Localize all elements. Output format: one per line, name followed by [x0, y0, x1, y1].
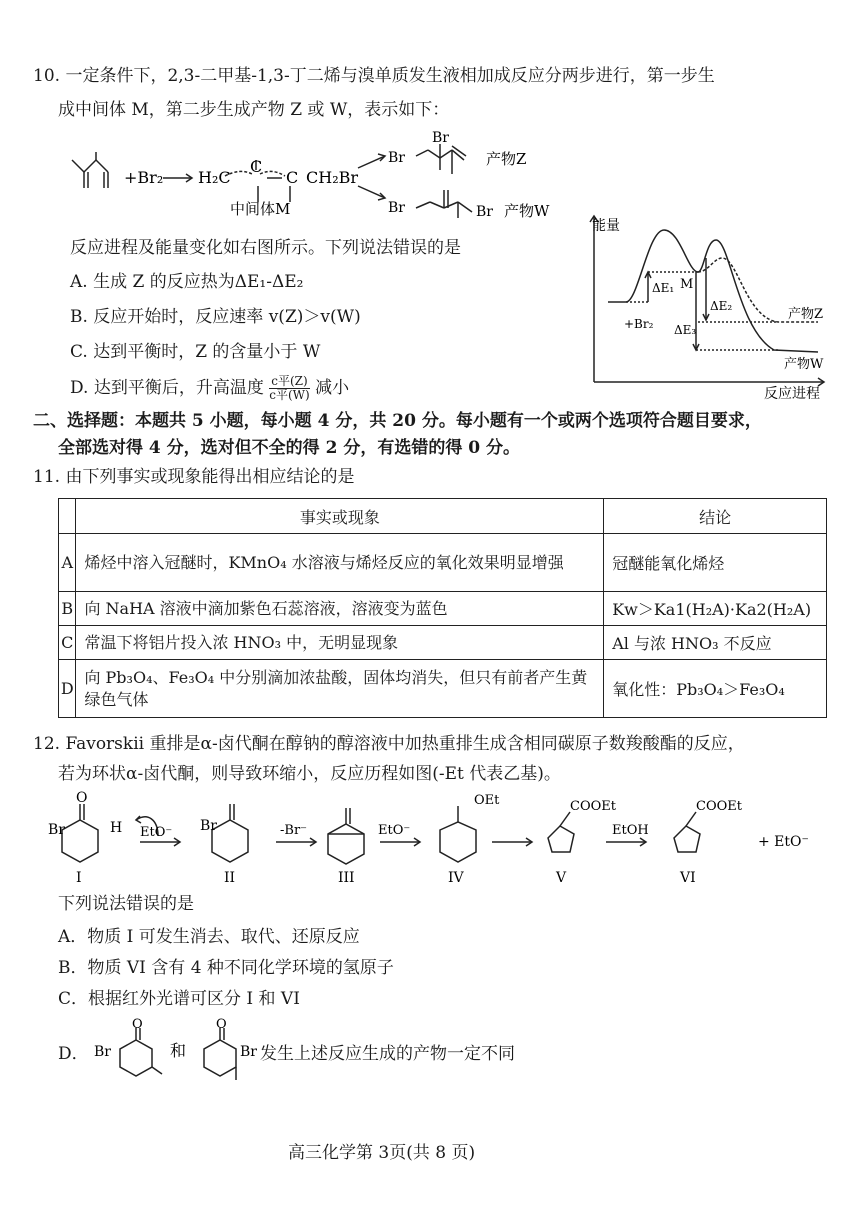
c1-label: C — [250, 157, 263, 176]
eto-reagent-1: EtO⁻ — [140, 825, 173, 840]
q11-stem: 11. 由下列事实或现象能得出相应结论的是 — [33, 467, 355, 487]
br-label-ii: Br — [200, 818, 217, 834]
br-label-i: Br — [48, 822, 65, 838]
h2c-label: H₂C — [198, 168, 231, 187]
ch2br-label: CH₂Br — [306, 168, 359, 187]
table-header-row — [59, 499, 827, 534]
header-label-cell — [59, 499, 76, 534]
br-z-label: Br — [388, 150, 405, 166]
q12-option-b: B．物质 VI 含有 4 种不同化学环境的氢原子 — [58, 958, 394, 978]
br2-reagent: +Br₂ — [124, 168, 164, 187]
q12-option-c: C．根据红外光谱可区分 I 和 VI — [58, 989, 300, 1009]
product-z-label: 产物Z — [486, 150, 527, 168]
q10-option-d — [70, 375, 349, 402]
label-vi: VI — [680, 870, 696, 886]
table-row — [59, 660, 827, 718]
q10-option-d-post: 减小 — [315, 378, 350, 398]
section2-line1: 二、选择题：本题共 5 小题，每小题 4 分，共 20 分。每小题有一个或两个选项符合题目要求， — [33, 411, 762, 431]
header-conclusion: 结论 — [604, 499, 827, 534]
table-row — [59, 534, 827, 592]
label-v: V — [556, 870, 567, 886]
etoh-reagent: EtOH — [612, 823, 649, 838]
cooet-label-vi: COOEt — [696, 799, 742, 814]
q10-stem: 反应进程及能量变化如右图所示。下列说法错误的是 — [70, 238, 461, 258]
q10-reaction-scheme — [60, 130, 570, 230]
row-label: D — [59, 660, 76, 718]
d-struct2-br: Br — [240, 1044, 257, 1060]
row-label: C — [59, 626, 76, 660]
favorskii-scheme — [40, 790, 830, 890]
row-fact: 向 NaHA 溶液中滴加紫色石蕊溶液，溶液变为蓝色 — [76, 592, 604, 626]
label-iv: IV — [448, 870, 464, 886]
row-conclusion: 氧化性：Pb₃O₄＞Fe₃O₄ — [604, 660, 827, 718]
fraction-numerator: c平(Z) — [271, 374, 308, 388]
q10-option-a: A. 生成 Z 的反应热为ΔE₁-ΔE₂ — [70, 272, 304, 292]
row-fact: 常温下将铝片投入浓 HNO₃ 中，无明显现象 — [76, 626, 604, 660]
reactant-label: +Br₂ — [624, 317, 654, 331]
de2-label: ΔE₂ — [710, 299, 733, 313]
q12-option-d-label: D． — [58, 1044, 89, 1064]
q12-option-d-text: 发生上述反应生成的产物一定不同 — [260, 1044, 515, 1064]
q12-stem: 下列说法错误的是 — [58, 894, 194, 914]
c2-label: C — [286, 168, 299, 187]
q12-line1: 12. Favorskii 重排是α-卤代酮在醇钠的醇溶液中加热重排生成含相同碳原子数羧酸酯的反应， — [33, 734, 745, 754]
energy-diagram — [578, 210, 836, 402]
br-top-label: Br — [432, 130, 449, 146]
q12-option-a: A．物质 I 可发生消去、取代、还原反应 — [58, 927, 360, 947]
cooet-label-v: COOEt — [570, 799, 616, 814]
page-footer: 高三化学第 3页(共 8 页) — [288, 1143, 476, 1163]
fraction-denominator: c平(W) — [269, 388, 310, 402]
q10-line1: 10. 一定条件下，2,3-二甲基-1,3-丁二烯与溴单质发生液相加成反应分两步进行，第一步生 — [33, 66, 715, 86]
table-row — [59, 592, 827, 626]
eto-reagent-2: EtO⁻ — [378, 823, 411, 838]
q10-line2: 成中间体 M，第二步生成产物 Z 或 W，表示如下： — [58, 100, 450, 120]
label-ii: II — [224, 870, 236, 886]
table-row — [59, 626, 827, 660]
row-conclusion: Al 与浓 HNO₃ 不反应 — [604, 626, 827, 660]
y-axis-label: 能量 — [592, 218, 620, 234]
row-conclusion: Kw＞Ka1(H₂A)·Ka2(H₂A) — [604, 592, 827, 626]
d-struct2-o: O — [216, 1018, 227, 1032]
oet-label: OEt — [474, 793, 500, 808]
option-d-structures — [88, 1018, 268, 1088]
label-i: I — [76, 870, 82, 886]
minus-br-label: -Br⁻ — [280, 823, 308, 838]
d-and-label: 和 — [170, 1041, 187, 1060]
x-axis-label: 反应进程 — [764, 386, 820, 402]
h-label-i: H — [110, 820, 123, 836]
de3-label: ΔE₃ — [674, 323, 697, 337]
q10-option-d-pre: D. 达到平衡后，升高温度 — [70, 378, 264, 398]
label-iii: III — [338, 870, 355, 886]
d-struct1-o: O — [132, 1018, 143, 1032]
q10-option-d-fraction — [269, 375, 309, 402]
br-w2-label: Br — [476, 204, 493, 220]
o-label-i: O — [76, 790, 88, 806]
plus-eto-label: + EtO⁻ — [758, 834, 809, 850]
q10-option-b: B. 反应开始时，反应速率 v(Z)＞v(W) — [70, 307, 361, 327]
intermediate-m-label: 中间体M — [230, 200, 291, 218]
m-label: M — [680, 277, 694, 292]
product-z-curve-label: 产物Z — [788, 307, 824, 322]
product-w-curve-label: 产物W — [784, 357, 824, 372]
row-label: B — [59, 592, 76, 626]
q10-option-c: C. 达到平衡时，Z 的含量小于 W — [70, 342, 321, 362]
facts-table — [58, 498, 827, 718]
d-struct1-br: Br — [94, 1044, 111, 1060]
q12-line2: 若为环状α-卤代酮，则导致环缩小，反应历程如图(-Et 代表乙基)。 — [58, 764, 561, 784]
row-label: A — [59, 534, 76, 592]
row-fact: 向 Pb₃O₄、Fe₃O₄ 中分别滴加浓盐酸，固体均消失，但只有前者产生黄绿色气体 — [76, 660, 604, 718]
de1-label: ΔE₁ — [652, 281, 675, 295]
row-fact: 烯烃中溶入冠醚时，KMnO₄ 水溶液与烯烃反应的氧化效果明显增强 — [76, 534, 604, 592]
br-w1-label: Br — [388, 200, 405, 216]
product-w-label: 产物W — [504, 202, 550, 220]
header-fact: 事实或现象 — [76, 499, 604, 534]
row-conclusion: 冠醚能氧化烯烃 — [604, 534, 827, 592]
section2-line2: 全部选对得 4 分，选对但不全的得 2 分，有选错的得 0 分。 — [58, 438, 520, 458]
curve-w — [608, 230, 818, 352]
